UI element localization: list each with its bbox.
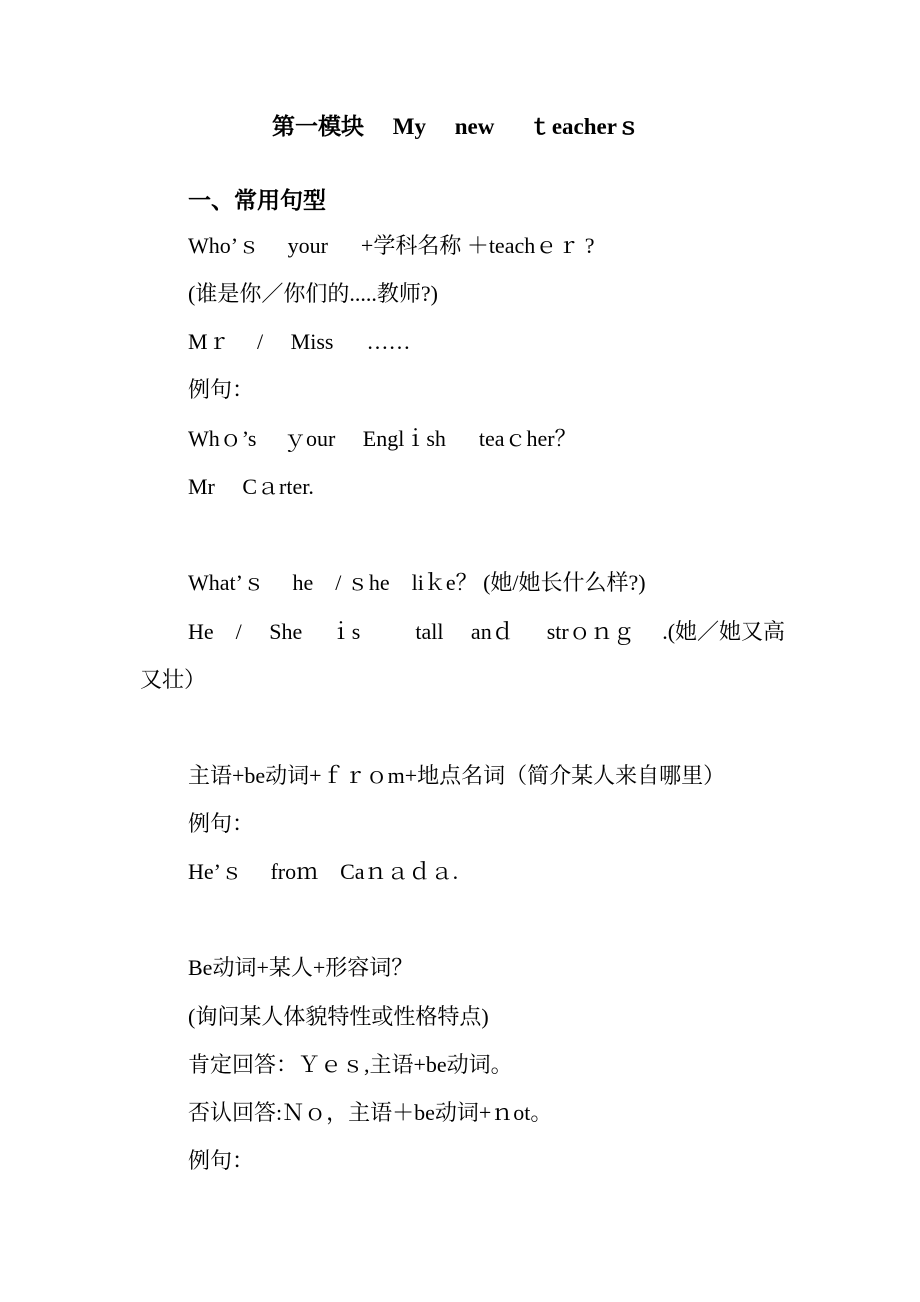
text-line: He’ｓ froｍ Caｎａｄａ. (188, 859, 459, 884)
text-line: 主语+be动词+ｆｒｏm+地点名词（简介某人来自哪里） (188, 763, 726, 788)
text-line: 否认回答:Ｎｏ，主语＋be动词+ｎot。 (188, 1100, 553, 1125)
text-line: 例句： (188, 377, 255, 402)
text-line: 例句： (188, 1148, 255, 1173)
text-line: What’ｓ he / ｓhe liｋe？ (她/她长什么样?) (188, 570, 646, 595)
text-line: Be动词+某人+形容词？ (188, 955, 414, 980)
text-line: (询问某人体貌特性或性格特点) (188, 1004, 489, 1029)
text-line: 肯定回答：Ｙｅｓ,主语+be动词。 (188, 1052, 513, 1077)
text-line: (谁是你／你们的.....教师?) (188, 281, 438, 306)
text-line: Mｒ / Miss …… (188, 329, 411, 354)
document-title: 第一模块 My new ｔeacherｓ (272, 114, 640, 139)
section-heading: 一、常用句型 (188, 188, 326, 213)
text-line: Mr Cａrter. (188, 474, 314, 499)
text-line: Whｏ’s ｙour Englｉsh teaｃher？ (188, 426, 577, 451)
wrapped-paragraph: He / She ｉs tall anｄ strｏｎｇ .(她／她又高又壮） (140, 619, 786, 692)
text-line: Who’ｓ your +学科名称 ＋teachｅｒ ? (188, 233, 595, 258)
text-line: 例句： (188, 811, 255, 836)
